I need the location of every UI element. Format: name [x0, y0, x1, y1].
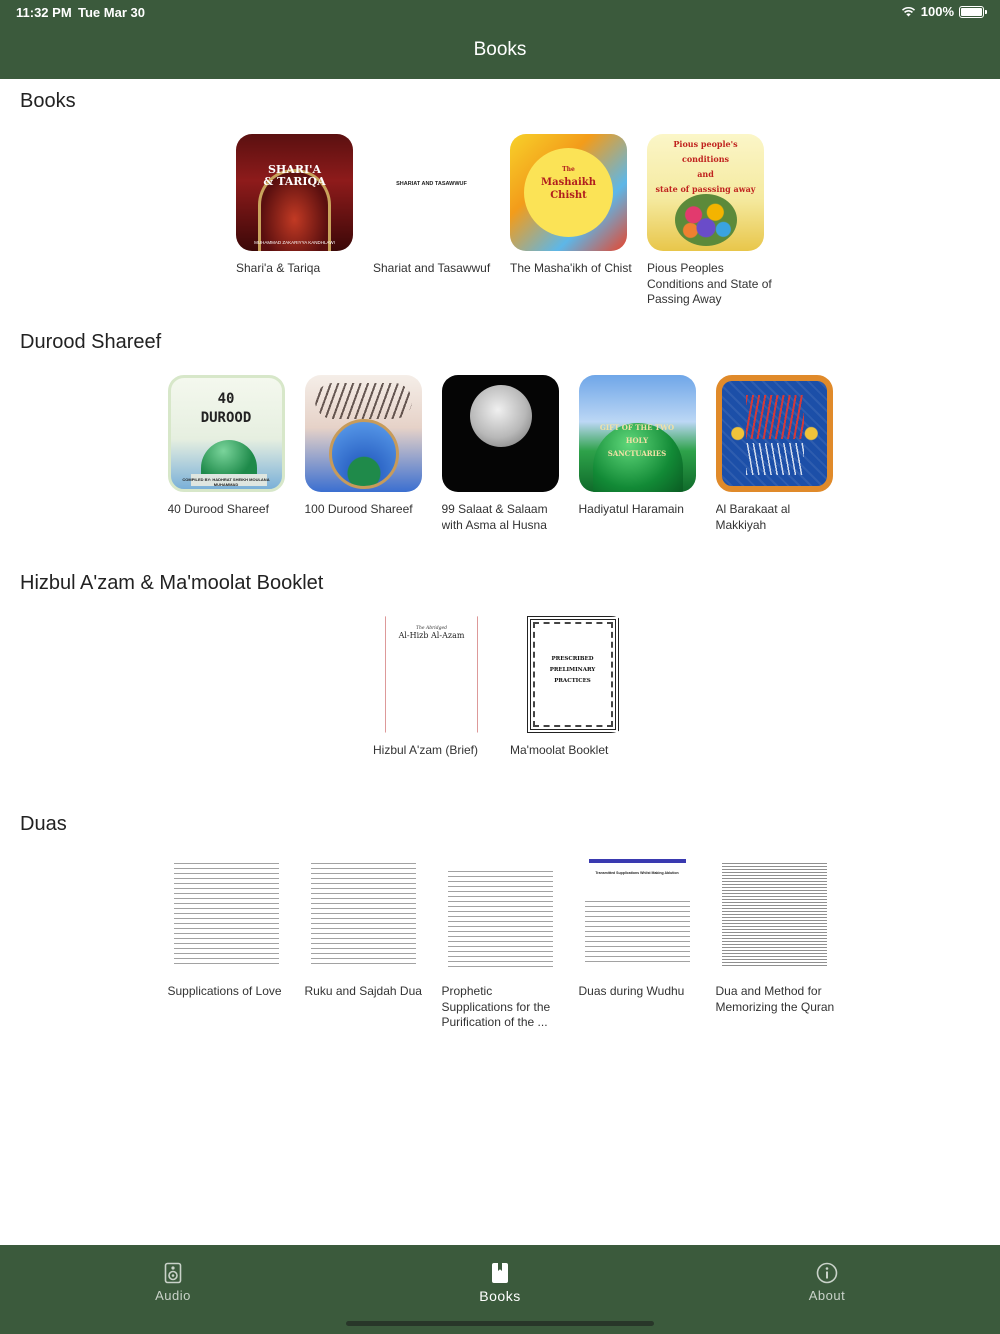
- book-card[interactable]: [579, 857, 696, 1031]
- book-card[interactable]: [305, 857, 422, 1031]
- tab-label: Audio: [155, 1288, 191, 1303]
- book-card[interactable]: [373, 134, 490, 308]
- section-title-duas: Duas: [20, 813, 67, 835]
- book-cover-duas-wudhu[interactable]: Transmitted Supplications Whilst Making Ablution: [579, 857, 696, 974]
- book-card[interactable]: [442, 857, 559, 1031]
- tab-books[interactable]: [440, 1262, 560, 1304]
- book-cover-hizbul-azam[interactable]: The Abridged Al-Hizb Al-Azam: [373, 616, 490, 733]
- book-title[interactable]: Al Barakaat al Makkiyah: [715, 502, 791, 532]
- book-card[interactable]: [236, 134, 353, 308]
- book-cover-100-durood[interactable]: [305, 375, 422, 492]
- section-title-hizbul-azam: Hizbul A'zam & Ma'moolat Booklet: [20, 572, 324, 594]
- home-indicator[interactable]: [346, 1321, 654, 1326]
- book-card[interactable]: [168, 857, 285, 1031]
- book-title[interactable]: Pious Peoples Conditions and State of Passing Away: [647, 261, 772, 306]
- book-title[interactable]: Prophetic Supplications for the Purification of the ...: [441, 984, 551, 1029]
- status-indicators: [901, 4, 984, 19]
- book-cover-al-barakaat[interactable]: [716, 375, 833, 492]
- book-card[interactable]: [579, 375, 696, 533]
- book-cover-prophetic-supplications[interactable]: [442, 857, 559, 974]
- book-title[interactable]: Ruku and Sajdah Dua: [304, 984, 422, 998]
- book-title[interactable]: The Masha'ikh of Chist: [510, 261, 632, 275]
- book-title[interactable]: Shariat and Tasawwuf: [373, 261, 491, 275]
- book-title[interactable]: Hadiyatul Haramain: [578, 502, 684, 516]
- book-title[interactable]: Shari'a & Tariqa: [236, 261, 321, 275]
- tab-about[interactable]: [767, 1262, 887, 1303]
- tab-audio[interactable]: [113, 1262, 233, 1303]
- flowers-image: [675, 194, 737, 246]
- book-title[interactable]: 99 Salaat & Salaam with Asma al Husna: [441, 502, 548, 532]
- book-card[interactable]: [305, 375, 422, 533]
- battery-percent: 100%: [920, 4, 954, 19]
- book-card[interactable]: [510, 134, 632, 308]
- battery-icon: [959, 6, 984, 18]
- book-title[interactable]: 100 Durood Shareef: [304, 502, 413, 516]
- book-cover-99-salaat[interactable]: [442, 375, 559, 492]
- navigation-header: [0, 0, 1000, 79]
- duas-row: [0, 857, 1000, 1031]
- book-cover-ruku-sajdah[interactable]: [305, 857, 422, 974]
- section-title-books: Books: [20, 90, 76, 112]
- book-card[interactable]: [442, 375, 559, 533]
- speaker-icon: [164, 1262, 182, 1284]
- book-card[interactable]: [373, 616, 490, 759]
- book-cover-shariat-tasawwuf[interactable]: SHARIAT AND TASAWWUF: [373, 134, 490, 251]
- book-title[interactable]: Dua and Method for Memorizing the Quran: [715, 984, 835, 1014]
- wifi-icon: [901, 6, 916, 17]
- book-title[interactable]: Supplications of Love: [167, 984, 282, 998]
- book-cover-40-durood[interactable]: 40 DUROOD COMPILED BY: HADHRAT SHEIKH MOULANA MUHAMMAD: [168, 375, 285, 492]
- book-card[interactable]: [510, 616, 627, 759]
- book-title[interactable]: 40 Durood Shareef: [167, 502, 269, 516]
- tab-label: Books: [479, 1288, 521, 1304]
- book-cover-pious-peoples[interactable]: Pious people's conditions and state of passsing away: [647, 134, 764, 251]
- book-cover-hadiyatul-haramain[interactable]: GIFT OF THE TWO HOLY SANCTUARIES: [579, 375, 696, 492]
- hizbul-row: [0, 616, 1000, 759]
- book-cover-dua-memorizing-quran[interactable]: [716, 857, 833, 974]
- book-cover-mamoolat[interactable]: PRESCRIBED PRELIMINARY PRACTICES: [510, 616, 627, 733]
- book-card[interactable]: [716, 857, 833, 1031]
- book-cover-mashaikh-chisht[interactable]: The Mashaikh Chisht: [510, 134, 627, 251]
- book-card[interactable]: [647, 134, 772, 308]
- books-row: [0, 134, 1000, 308]
- page-title: Books: [473, 39, 527, 60]
- book-card[interactable]: [716, 375, 833, 533]
- book-title[interactable]: Duas during Wudhu: [578, 984, 685, 998]
- status-date: Tue Mar 30: [78, 5, 145, 20]
- status-time: 11:32 PM: [16, 5, 72, 20]
- book-cover-sharia-tariqa[interactable]: SHARI'A & TARIQA MUHAMMAD ZAKARIYYA KANDHLAWI: [236, 134, 353, 251]
- book-title[interactable]: Hizbul A'zam (Brief): [373, 743, 478, 757]
- info-icon: [816, 1262, 838, 1284]
- book-icon: [491, 1262, 509, 1284]
- book-title[interactable]: Ma'moolat Booklet: [510, 743, 609, 757]
- tab-label: About: [808, 1288, 846, 1303]
- durood-row: [0, 375, 1000, 533]
- book-card[interactable]: [168, 375, 285, 533]
- section-title-durood: Durood Shareef: [20, 331, 162, 353]
- book-cover-supplications-love[interactable]: [168, 857, 285, 974]
